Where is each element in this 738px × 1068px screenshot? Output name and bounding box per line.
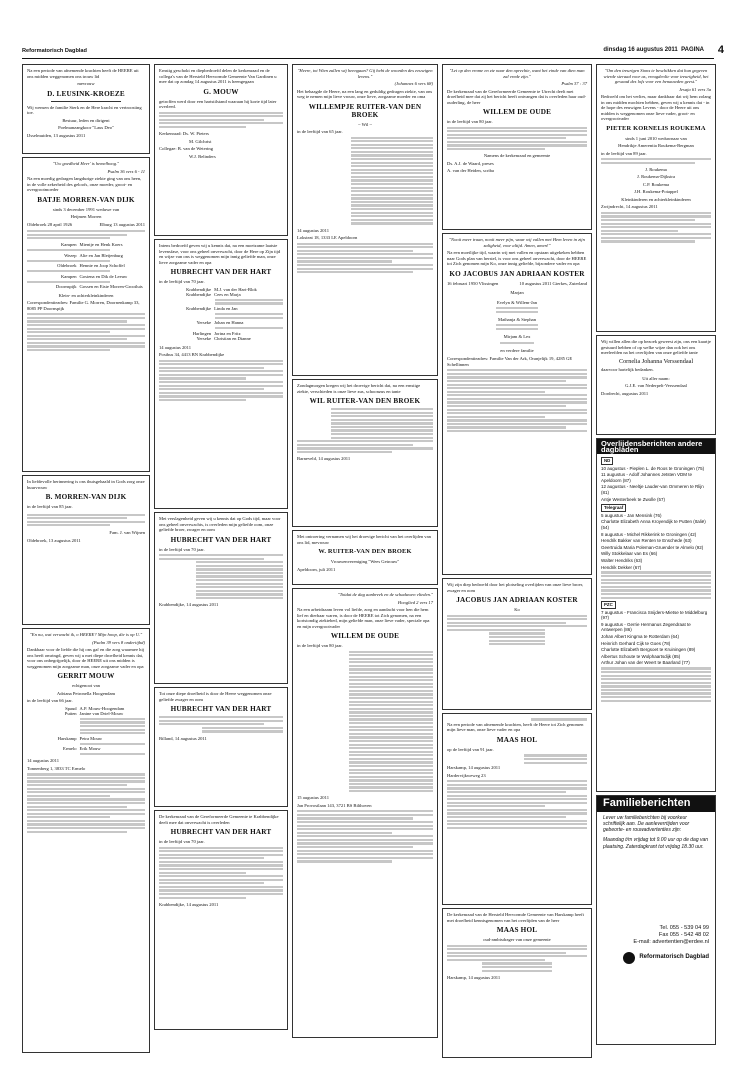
notice: Met verslagenheid geven wij u kennis dat op Gods tijd, maar voor ons geheel onverwachts, is overleden mijn geliefde oom, onze geliefde broer, zwager en oom HUBRECHT VAN DER HART in de leeftijd van 70 jaar. Krabbendijke, 14 augustus 2011 xyxy=(154,512,288,684)
deceased-name: WIL RUITER-VAN DEN BROEK xyxy=(309,397,421,405)
deceased-name: Cornelia Johanna Verssendaal xyxy=(618,357,694,365)
deceased-name: MAAS HOL xyxy=(496,926,538,934)
deceased-name: HUBRECHT VAN DER HART xyxy=(170,268,272,276)
family-notices-title: Familieberichten xyxy=(597,796,715,812)
deceased-name: HUBRECHT VAN DER HART xyxy=(170,828,272,836)
source-label: Telegraaf xyxy=(601,504,626,512)
notice: Tot onze diepe droefheid is door de Heere weggenomen onze geliefde zwager en oom HUBRECHT VAN DER HART Billand, 14 augustus 2011 xyxy=(154,687,288,807)
notice: "Nooit meer traan, nooit meer pijn, waar wij vallen met Hem leven in zijn zaligheid, voor altijd. Amen, amen!" Na een moeilijke tijd, waarin wij met vallen en opstaan uitgekeken hebben naar Gods plan van herstel, is voor ons geheel onverwacht, door de HEERE tot Zich genomen mijn Ko, onze innig geliefde, bijzondere vader en opa KO JACOBUS JAN ADRIAAN KOSTER 16 februari 1950 Vlissingen 10 augustus 2011 Gierkes, Zuterland Marjan Evelyn & Willem-Jan Mathanja & Stephan Mirjam & Lex en verdere familie Correspondentieadres: Familie Van der Ark, Oranjelijk 19, 4285 GE Schellinnen xyxy=(442,233,592,575)
source-label: PZC xyxy=(601,601,616,609)
deceased-name: PIETER KORNELIS ROUKEMA xyxy=(606,124,706,132)
notice: Wij willen allen die op bezoek geweest zijn, ons een kaartje gestuurd hebben of op welke wijze dan ook het ons meeleefden na het overlijden van onze geliefde tante Cornelia Johanna Verssendaal daarvoor hartelijk bedanken. Uit aller naam: G.J.E. van Nederpelt-Verssendaal Dordrecht, augustus 2011 xyxy=(596,335,716,435)
deceased-name: KO JACOBUS JAN ADRIAAN KOSTER xyxy=(449,269,585,278)
paper-name: Reformatorisch Dagblad xyxy=(22,48,87,54)
deceased-name: BATJE MORREN-VAN DIJK xyxy=(37,195,135,204)
column-2 xyxy=(154,64,288,1033)
notice: In liefdevolle herinnering is ons thuisgehaald in Gods zorg onze buurvrouw B. MORREN-VAN DIJK in de leeftijd van 85 jaar. Fam. J. van Wijnen Oldebroek, 13 augustus 2011 xyxy=(22,475,150,625)
newspaper-logo: Reformatorisch Dagblad xyxy=(597,946,715,970)
notice: "Heere, tot Wien zullen wij heengaan? Gij hebt de woorden des eeuwigen levens." (Johannes 6 vers 68) Het behaagde de Heere, na een lang en geduldig gedragen ziekte, van ons weg te nemen mijn lieve vrouw, onze lieve, zorgzame moeder en oma WILLEMPJE RUITER-VAN DEN BROEK ~ Wil ~ in de leeftijd van 65 jaar. 14 augustus 2011 Loksteat 18, 1333 LE Apeldoorn xyxy=(292,64,438,376)
notice: Met ontroering vernamen wij het droevige bericht van het overlijden van ons lid, mevrouw W. RUITER-VAN DEN BROEK Vrouwenvereniging "Wees Getrouw" Apeldoorn, juli 2011 xyxy=(292,530,438,585)
page-number: 4 xyxy=(717,44,724,56)
notice: Ernstig geschokt en diepbedroefd delen de kerkenraad en de collega's van de Hersteld Hervormde Gemeente Van Gardinen u mee dat op zondag 14 augustus 2011 is heengegaan G. MOUW getroffen werd door een hartstilstand waaraan hij korte tijd later overleed. Kerkenraad: Ds. W. Pieters M. Gilchrist Collegae: B. van de Wetering W.J. Belinders xyxy=(154,64,288,236)
email-link[interactable]: E-mail: advertentien@erdee.nl xyxy=(633,938,709,945)
notice: Wij zijn diep bedroefd door het plotseling overlijden van onze lieve broer, zwager en oom JACOBUS JAN ADRIAAN KOSTER Ko xyxy=(442,578,592,710)
notice: Na een periode van afnemende krachten heeft de HEERE uit ons midden weggenomen ons trouw lid mevrouw D. LEUSINK-KROEZE Wij wensen de familie Sterk en de Here kracht en vertroosting toe. Bestuur, leden en dirigent Poelmanzangkoor "Laus Deo" IJsselmuiden, 13 augustus 2011 xyxy=(22,64,150,154)
notice: "Totdat de dag aanbreek en de schaduwen vlieden." Hooglied 2 vers 17 Na een arbeidzaam leven vol liefde, zorg en aandacht voor hen die hem lief en dierbaar waren, is door de HEERE tot Zich genomen, na een kortstondig ziektebed, mijn geliefde man, onze lieve vader, speciale opa en mijn overgrootvader WILLEM DE OUDE in de leeftijd van 80 jaar. 15 augustus 2011 Jan Provostlaan 143, 3721 BS Bilthoven xyxy=(292,588,438,1038)
deceased-name: B. MORREN-VAN DIJK xyxy=(45,493,127,501)
phone-number: Tel. 055 - 539 04 99 xyxy=(659,924,709,931)
family-notices-panel: Familieberichten Lever uw familieberichten bij voorkeur schriftelijk aan. De aanleverrtijden voor gebeorte- en rouwadvertenties zijn: Maandag t/m vrijdag tot 9.00 uur op de dag van plaatsing. Zaterdagkrant tot vrijdag 18.30 uur. Tel. 055 - 539 04 99 Fax 055 - 542 48 02 E-mail: advertentien@erdee.nl Reformatorisch Dagblad xyxy=(596,795,716,1045)
notice: De kerkenraad van de Hersteld Hervormde Gemeente van Harskamp heeft met droefheid kennisgenomen van het overlijden van de heer MAAS HOL oud-ambtsdrager van onze gemeente Harskamp, 14 augustus 2011 xyxy=(442,908,592,1058)
column-1 xyxy=(22,64,150,1056)
announcements-panel: Overlijdensberichten andere dagbladen ND 10 augustus - Pieplen L. de Roos te Groningen (75) 11 augustus - Adolf Johannes Jetsten VDM te Apeldoorn (87) 12 augustus - Neeltje Lauder-van Ommeren te Rlijn (81) Antje Westerbeek te Zwolle (57) Telegraaf 5 augustus - Jan Mensink (76) Charlotte Elizabeth Anna Kroyendijk te Putten (Italië) (54) 8 augustus - Michel Rikkerink te Groningen (42) Hendrik Bakker van Renten te Enschede (63) Geertruida Maria Poleman-Gruender te Almelo (92) Willy Stokkelaar van Es (66) Walter Hendriks (63) Hendrik Dekker (67) PZC 7 augustus - Francisca Snijders-Mietse te Middelburg (97) 9 augustus - Gerrie Hermanus Zegendraat te Antwerpen (86) Johan Albert Kingma te Rotterdam (64) Heinrich Gerhard Cijk te Goes (78) Charlotte Elizabeth Bergsoet te Kruiningen (89) Albertus Schoute te Wolphaartsdijk (85) Arthur Johan van der Weert te Baarland (77) xyxy=(596,438,716,792)
deceased-name: JACOBUS JAN ADRIAAN KOSTER xyxy=(456,596,578,604)
notice: Zondagmorgen kregen wij het droevige bericht dat, na een ernstige ziekte, verschieden is onze lieve zus, schoonzus en tante WIL RUITER-VAN DEN BROEK Barneveld, 14 augustus 2011 xyxy=(292,379,438,527)
deceased-name: HUBRECHT VAN DER HART xyxy=(170,705,272,713)
source-label: ND xyxy=(601,457,613,465)
masthead xyxy=(22,44,724,59)
column-4 xyxy=(442,64,592,1061)
announcements-title: Overlijdensberichten andere dagbladen xyxy=(597,439,715,454)
deceased-name: D. LEUSINK-KROEZE xyxy=(47,89,125,98)
issue-date: dinsdag 16 augustus 2011 PAGINA xyxy=(603,47,704,53)
deceased-name: GERRIT MOUW xyxy=(57,672,115,680)
deceased-name: WILLEMPJE RUITER-VAN DEN BROEK xyxy=(308,102,422,119)
logo-icon xyxy=(623,952,635,964)
deceased-name: HUBRECHT VAN DER HART xyxy=(170,535,272,544)
column-3 xyxy=(292,64,438,1041)
deceased-name: WILLEM DE OUDE xyxy=(482,108,552,116)
fax-number: Fax 055 - 542 48 02 xyxy=(658,931,709,938)
notice: "Let op den vrome en zie naar den oprechte, want het einde van dien man zal vrede zijn." Psalm 37 : 37 De kerkenraad van de Gereformeerde Gemeente te Utrecht deelt met droefheid mee dat zij het bericht heeft ontvangen dat is overleden haar oud-ouderling, de heer WILLEM DE OUDE in de leeftijd van 80 jaar. Namens de kerkenraad en gemeente Ds. A.J. de Waard, preses A. van der Heiden, scriba xyxy=(442,64,592,230)
deceased-name: W. RUITER-VAN DEN BROEK xyxy=(318,548,412,555)
notice: "Om den treurigen Sions te beschikken dat hun gegeven wierde sieraad voor as, vreugdeolie voor treurigheid, het gewaad des lofs voor een benauwden geest." Jesaja 61 vers 3a Bedroefd om het verlies, maar dankbaar dat wij hem zolang in ons midden mochten hebben, geven wij u kennis dat - in de hope des eeuwigen Levens - door de Heere uit ons midden is weggenomen onze lieve vader, groot- en overgrootvader PIETER KORNELIS ROUKEMA sinds 1 juni 2010 weduwnaar van Hendrikje Amerentia Roukema-Bergman in de leeftijd van 89 jaar. J. Roukema J. Roukema-Dijkstra C.P. Roukema J.H. Roukema-Potappel Kleinkinderen en achterkleinkinderen Zwijndrecht, 14 augustus 2011 xyxy=(596,64,716,332)
notice: Na een periode van afnemende krachten, heeft de Heere tot Zich genomen mijn lieve man, onze lieve vader en opa MAAS HOL op de leeftijd van 91 jaar. Harskamp, 14 augustus 2011 Hardervijkweweg 23 xyxy=(442,713,592,905)
notice: De kerkenraad van de Gereformeerde Gemeente te Krabbendijke deelt mee dat onverwacht is overleden HUBRECHT VAN DER HART in de leeftijd van 70 jaar. Krabbendijke, 14 augustus 2011 xyxy=(154,810,288,1030)
notice: "En nu, wat verwacht ik, o HEERE? Mijn hoop, die is op U." (Psalm 39 vers 8 ondertijhd) Dankbaar voor de liefde die hij ons gaf en die zorg waarmee hij ons heeft omringd, geven wij u met diepe droefheid kennis dat, voor ons onbegrijpelijk, door de HEERE uit ons midden is weggenomen mijn zorgzame man, onze zorgzame vader en opa GERRIT MOUW echtgenoot van Adriana Petronella Hoogendam in de leeftijd van 66 jaar. Spaud A.P. Mouw-Hoogendam Putten Janine van Driel-Mouw Harskamp Petra Mouw Ermelo Erik Mouw 14 augustus 2011 Tonnenberg 1, 3833 TC Ermelo xyxy=(22,628,150,1053)
notice: Intens bedroefd geven wij u kennis dat, na een moeizame laatste levensfase, voor ons geheel onverwacht, door de Here op Zijn tijd en wijze van ons is weggenomen mijn innig geliefde man, onze lieve zorgzame vader en opa HUBRECHT VAN DER HART in de leeftijd van 70 jaar. Krabbendijke M.J. van der Hart-Blok Krabbendijke Cees en Marja Krabbendijke Linda en Jan Yerseke Johan en Hanna Harlingen Jorina en Fritz Yerseke Christian en Dianne 14 augustus 2011 Postbus 34, 4413 BN Krabbendijke xyxy=(154,239,288,509)
deceased-name: G. MOUW xyxy=(203,87,239,96)
deceased-name: WILLEM DE OUDE xyxy=(330,632,400,640)
column-5 xyxy=(596,64,716,1048)
notice: "Uw goedheid Heer' is hemelhoog." Psalm 36 vers 6 - 11 Na een moedig gedragen langdurige ziekte ging van ons heen, in de volle zekerheid des geloofs, onze moeder, groot- en overgrootmoeder BATJE MORREN-VAN DIJK sinds 3 december 1991 weduwe van Heijmen Morren Oldebroek 28 april 1926 Elburg 13 augustus 2011 Kampen Mientje en Henk Koers Wezep Alie en Jan Bleijenburg Oldebroek Hennie en Joop Schoffel Kampen Gosiena en Dik de Leeuw Doornspijk Gossen en Eiste Morren-Grootluis Klein- en achterkleinkinderen Correspondentieadres: Familie G. Morren, Doornenkamp 33, 8085 PP Doornspijk xyxy=(22,157,150,472)
deceased-name: MAAS HOL xyxy=(496,735,538,744)
